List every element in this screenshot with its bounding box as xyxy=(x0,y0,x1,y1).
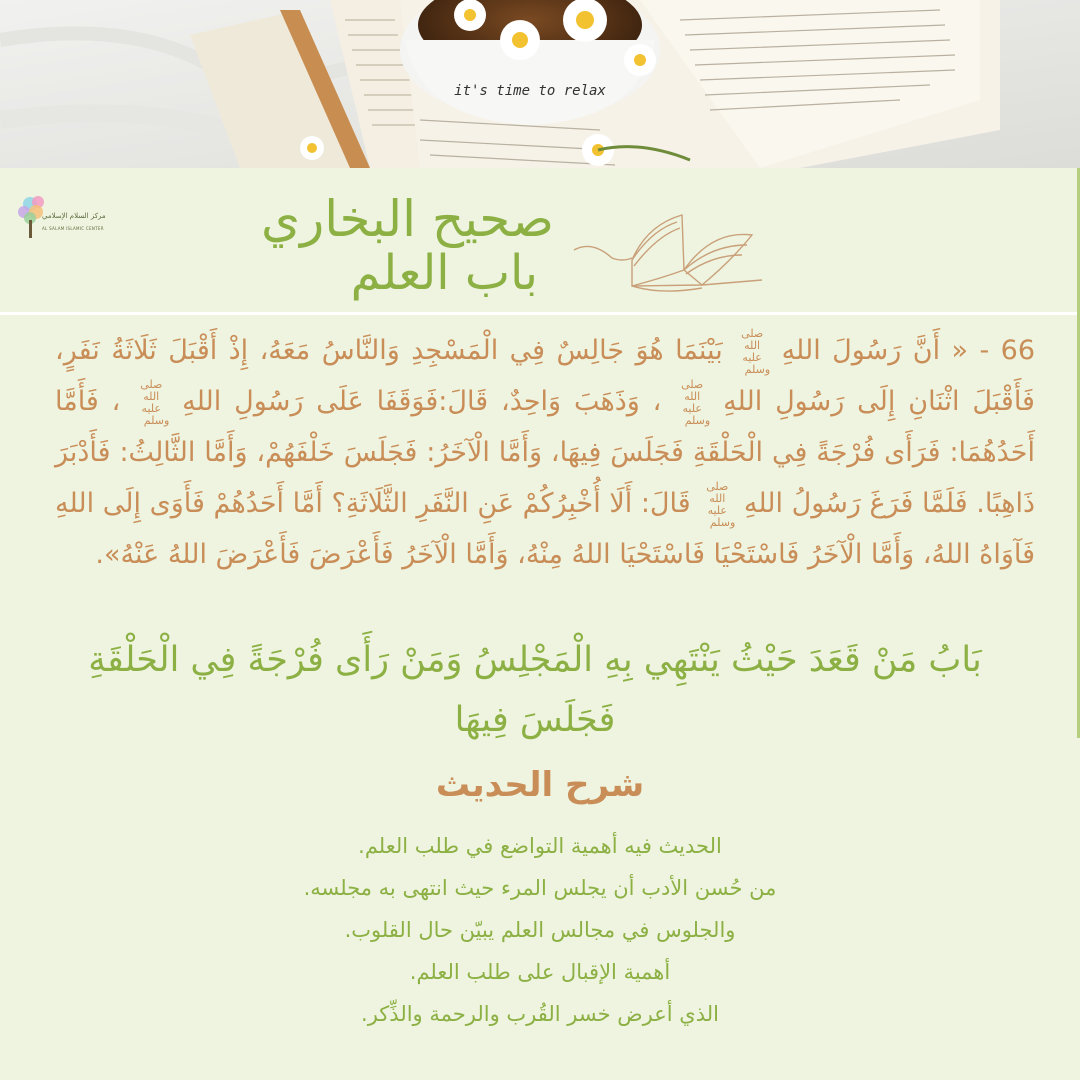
hadith-text xyxy=(55,325,1035,580)
logo-subtitle: AL SALAM ISLAMIC CENTER xyxy=(42,226,104,231)
open-book-icon xyxy=(572,200,764,300)
hadith-part-2: بَيْنَمَا هُوَ جَالِسٌ فِي الْمَسْجِدِ وَالنَّاسُ مَعَهُ، إِذْ أَقْبَلَ ثَلَاثَةُ نَفَرٍ، فَأَقْبَلَ اثْنَانِ إِلَى رَسُولِ اللهِ xyxy=(55,335,1035,417)
page-subtitle: باب العلم xyxy=(350,245,538,301)
page-title: صحيح البخاري xyxy=(261,190,554,248)
explanation-item: الذي أعرض خسر القُرب والرحمة والذِّكر. xyxy=(361,1002,719,1026)
hadith-part-4: ، فَأَمَّا أَحَدُهُمَا: فَرَأَى فُرْجَةً فِي الْحَلْقَةِ فَجَلَسَ فِيهَا، وَأَمَّا الْآخَرُ: فَجَلَسَ خَلْفَهُمْ، وَأَمَّا الثَّالِثُ: فَأَدْبَرَ ذَاهِبًا. فَلَمَّا فَرَغَ رَسُولُ اللهِ xyxy=(55,386,1035,519)
salutation-icon: صلى الله عليه وسلم xyxy=(681,377,711,427)
salutation-icon: صلى الله عليه وسلم xyxy=(706,479,736,529)
chapter-title: بَابُ مَنْ قَعَدَ حَيْثُ يَنْتَهِي بِهِ الْمَجْلِسُ وَمَنْ رَأَى فُرْجَةً فِي الْحَلْقَةِ فَجَلَسَ فِيهَا xyxy=(88,640,982,740)
mug-text: it's time to relax xyxy=(454,83,606,99)
tea-and-book-photo xyxy=(0,0,1080,168)
explanation-item: والجلوس في مجالس العلم يبيّن حال القلوب. xyxy=(344,918,736,942)
explanation-title: شرح الحديث xyxy=(435,765,645,805)
header-divider xyxy=(0,312,1080,315)
explanation-list xyxy=(0,825,1080,1035)
hadith-part-3: ، وَذَهَبَ وَاحِدٌ، قَالَ:فَوَقَفَا عَلَى رَسُولِ اللهِ xyxy=(182,386,662,417)
hadith-part-5: قَالَ: أَلَا أُخْبِرُكُمْ عَنِ النَّفَرِ الثَّلَاثَةِ؟ أَمَّا أَحَدُهُمْ فَأَوَى إِلَى اللهِ فَآوَاهُ اللهُ، وَأَمَّا الْآخَرُ فَاسْتَحْيَا فَاسْتَحْيَا اللهُ مِنْهُ، وَأَمَّا الْآخَرُ فَأَعْرَضَ فَأَعْرَضَ اللهُ عَنْهُ». xyxy=(55,488,1035,570)
hadith-number: 66 - xyxy=(979,335,1035,366)
explanation-item: أهمية الإقبال على طلب العلم. xyxy=(409,960,671,984)
logo-name: مركز السلام الإسلامي xyxy=(42,212,106,220)
salutation-icon: صلى الله عليه وسلم xyxy=(741,326,771,376)
header-photo xyxy=(0,0,1080,168)
hadith-part-1: « أَنَّ رَسُولَ اللهِ xyxy=(781,335,969,366)
explanation-item: من حُسن الأدب أن يجلس المرء حيث انتهى به مجلسه. xyxy=(303,876,777,900)
salutation-icon: صلى الله عليه وسلم xyxy=(140,377,170,427)
explanation-item: الحديث فيه أهمية التواضع في طلب العلم. xyxy=(358,834,722,858)
